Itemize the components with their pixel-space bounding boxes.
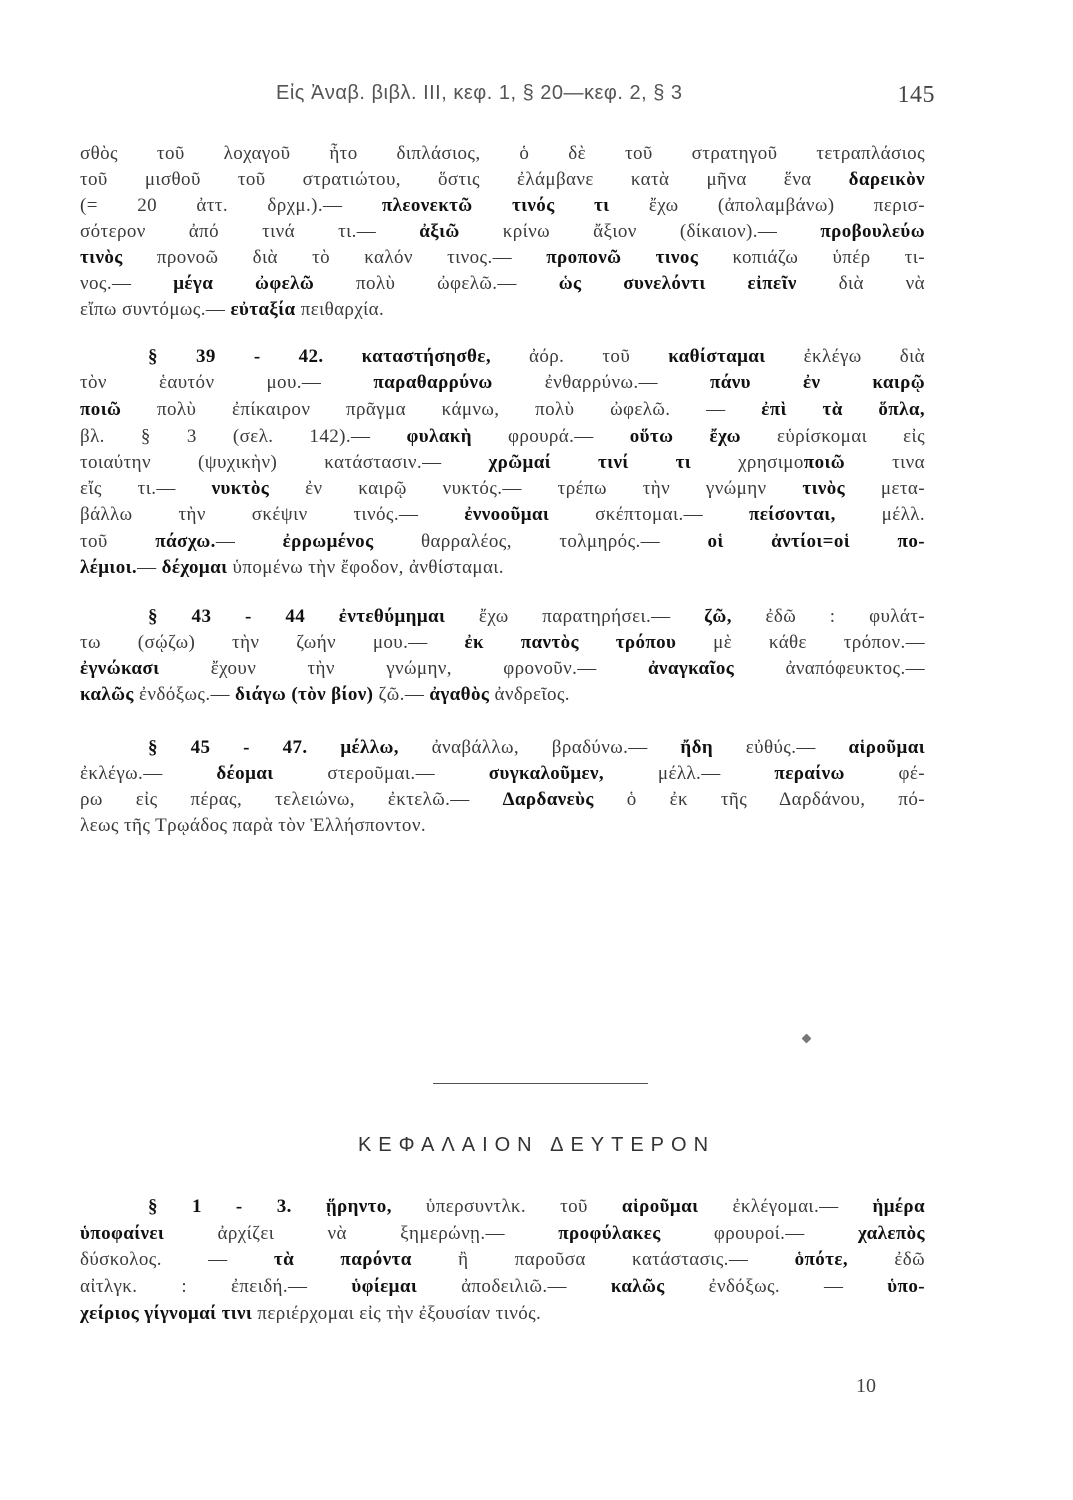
text-line: σότερον ἀπό τινά τι.— ἀξιῶ κρίνω ἄξιον (δίκαιον).— προβουλεύω — [80, 221, 925, 242]
section-divider — [433, 1083, 648, 1084]
text-line: αἰτλγκ. : ἐπειδή.— ὑφίεμαι ἀποδειλιῶ.— καλῶς ἐνδόξως. — ὑπο- — [80, 1276, 925, 1297]
text-line: § 45 - 47. μέλλω, ἀναβάλλω, βραδύνω.— ἤδη εὐθύς.— αἱροῦμαι — [148, 737, 926, 758]
text-line: § 39 - 42. καταστήσησθε, ἀόρ. τοῦ καθίσταμαι ἐκλέγω διὰ — [148, 346, 925, 367]
text-line: τοιαύτην (ψυχικὴν) κατάστασιν.— χρῶμαί τινί τι χρησιμοποιῶ τινα — [80, 452, 925, 473]
text-line: χείριος γίγνομαί τινι περιέρχομαι εἰς τὴν ἐξουσίαν τινός. — [80, 1303, 542, 1324]
text-line: λεως τῆς Τρῳάδος παρὰ τὸν Ἑλλήσποντον. — [80, 815, 426, 836]
text-line: § 1 - 3. ᾕρηντο, ὑπερσυντλκ. τοῦ αἱροῦμαι ἐκλέγομαι.— ἡμέρα — [148, 1196, 925, 1217]
text-line: νος.— μέγα ὠφελῶ πολὺ ὠφελῶ.— ὡς συνελόντι εἰπεῖν διὰ νὰ — [80, 273, 926, 294]
running-head: Εἰς Ἀναβ. βιβλ. ΙΙΙ, κεφ. 1, § 20—κεφ. 2, § 3 — [276, 82, 683, 104]
ink-mark — [802, 1034, 812, 1044]
text-line: ποιῶ πολὺ ἐπίκαιρον πρᾶγμα κάμνω, πολὺ ὠφελῶ. — ἐπὶ τὰ ὅπλα, — [80, 399, 925, 420]
text-line: σθὸς τοῦ λοχαγοῦ ἦτο διπλάσιος, ὁ δὲ τοῦ στρατηγοῦ τετραπλάσιος — [80, 143, 925, 164]
text-line: § 43 - 44 ἐντεθύμημαι ἔχω παρατηρήσει.— ζῶ, ἐδῶ : φυλάτ- — [148, 606, 925, 627]
signature-number: 10 — [856, 1375, 876, 1397]
text-line: ἐγνώκασι ἔχουν τὴν γνώμην, φρονοῦν.— ἀναγκαῖος ἀναπόφευκτος.— — [80, 658, 925, 679]
page-number: 145 — [897, 82, 935, 108]
text-line: λέμιοι.— δέχομαι ὑπομένω τὴν ἔφοδον, ἀνθίσταμαι. — [80, 557, 504, 578]
text-line: τὸν ἑαυτόν μου.— παραθαρρύνω ἐνθαρρύνω.— πάνυ ἐν καιρῷ — [80, 372, 925, 393]
text-line: καλῶς ἐνδόξως.— διάγω (τὸν βίον) ζῶ.— ἀγαθὸς ἀνδρεῖος. — [80, 684, 570, 705]
page-header — [80, 82, 935, 118]
text-line: εἴπω συντόμως.— εὐταξία πειθαρχία. — [80, 299, 385, 320]
text-line: ὑποφαίνει ἀρχίζει νὰ ξημερώνῃ.— προφύλακες φρουροί.— χαλεπὸς — [80, 1223, 925, 1244]
text-line: τοῦ μισθοῦ τοῦ στρατιώτου, ὅστις ἐλάμβανε κατὰ μῆνα ἕνα δαρεικὸν — [80, 169, 925, 190]
text-line: τοῦ πάσχω.— ἐρρωμένος θαρραλέος, τολμηρός.— οἱ ἀντίοι=οἱ πο- — [80, 531, 925, 552]
text-line: ἐκλέγω.— δέομαι στεροῦμαι.— συγκαλοῦμεν, μέλλ.— περαίνω φέ- — [80, 763, 926, 784]
text-line: εἴς τι.— νυκτὸς ἐν καιρῷ νυκτός.— τρέπω τὴν γνώμην τινὸς μετα- — [80, 478, 926, 499]
text-line: βάλλω τὴν σκέψιν τινός.— ἐννοοῦμαι σκέπτομαι.— πείσονται, μέλλ. — [80, 504, 925, 525]
text-line: βλ. § 3 (σελ. 142).— φυλακὴ φρουρά.— οὕτω ἔχω εὑρίσκομαι εἰς — [80, 426, 925, 447]
text-line: τω (σῴζω) τὴν ζωήν μου.— ἐκ παντὸς τρόπου μὲ κάθε τρόπον.— — [80, 632, 925, 653]
text-line: δύσκολος. — τὰ παρόντα ἢ παροῦσα κατάστασις.— ὁπότε, ἐδῶ — [80, 1249, 925, 1270]
text-line: ρω εἰς πέρας, τελειώνω, ἐκτελῶ.— Δαρδανεὺς ὁ ἐκ τῆς Δαρδάνου, πό- — [80, 789, 925, 810]
text-line: τινὸς προνοῶ διὰ τὸ καλόν τινος.— προπονῶ τινος κοπιάζω ὑπέρ τι- — [80, 247, 926, 268]
text-line: (= 20 ἀττ. δρχμ.).— πλεονεκτῶ τινός τι ἔχω (ἀπολαμβάνω) περισ- — [80, 195, 925, 216]
chapter-title: ΚΕΦΑΛΑΙΟΝ ΔΕΥΤΕΡΟΝ — [357, 1134, 716, 1156]
